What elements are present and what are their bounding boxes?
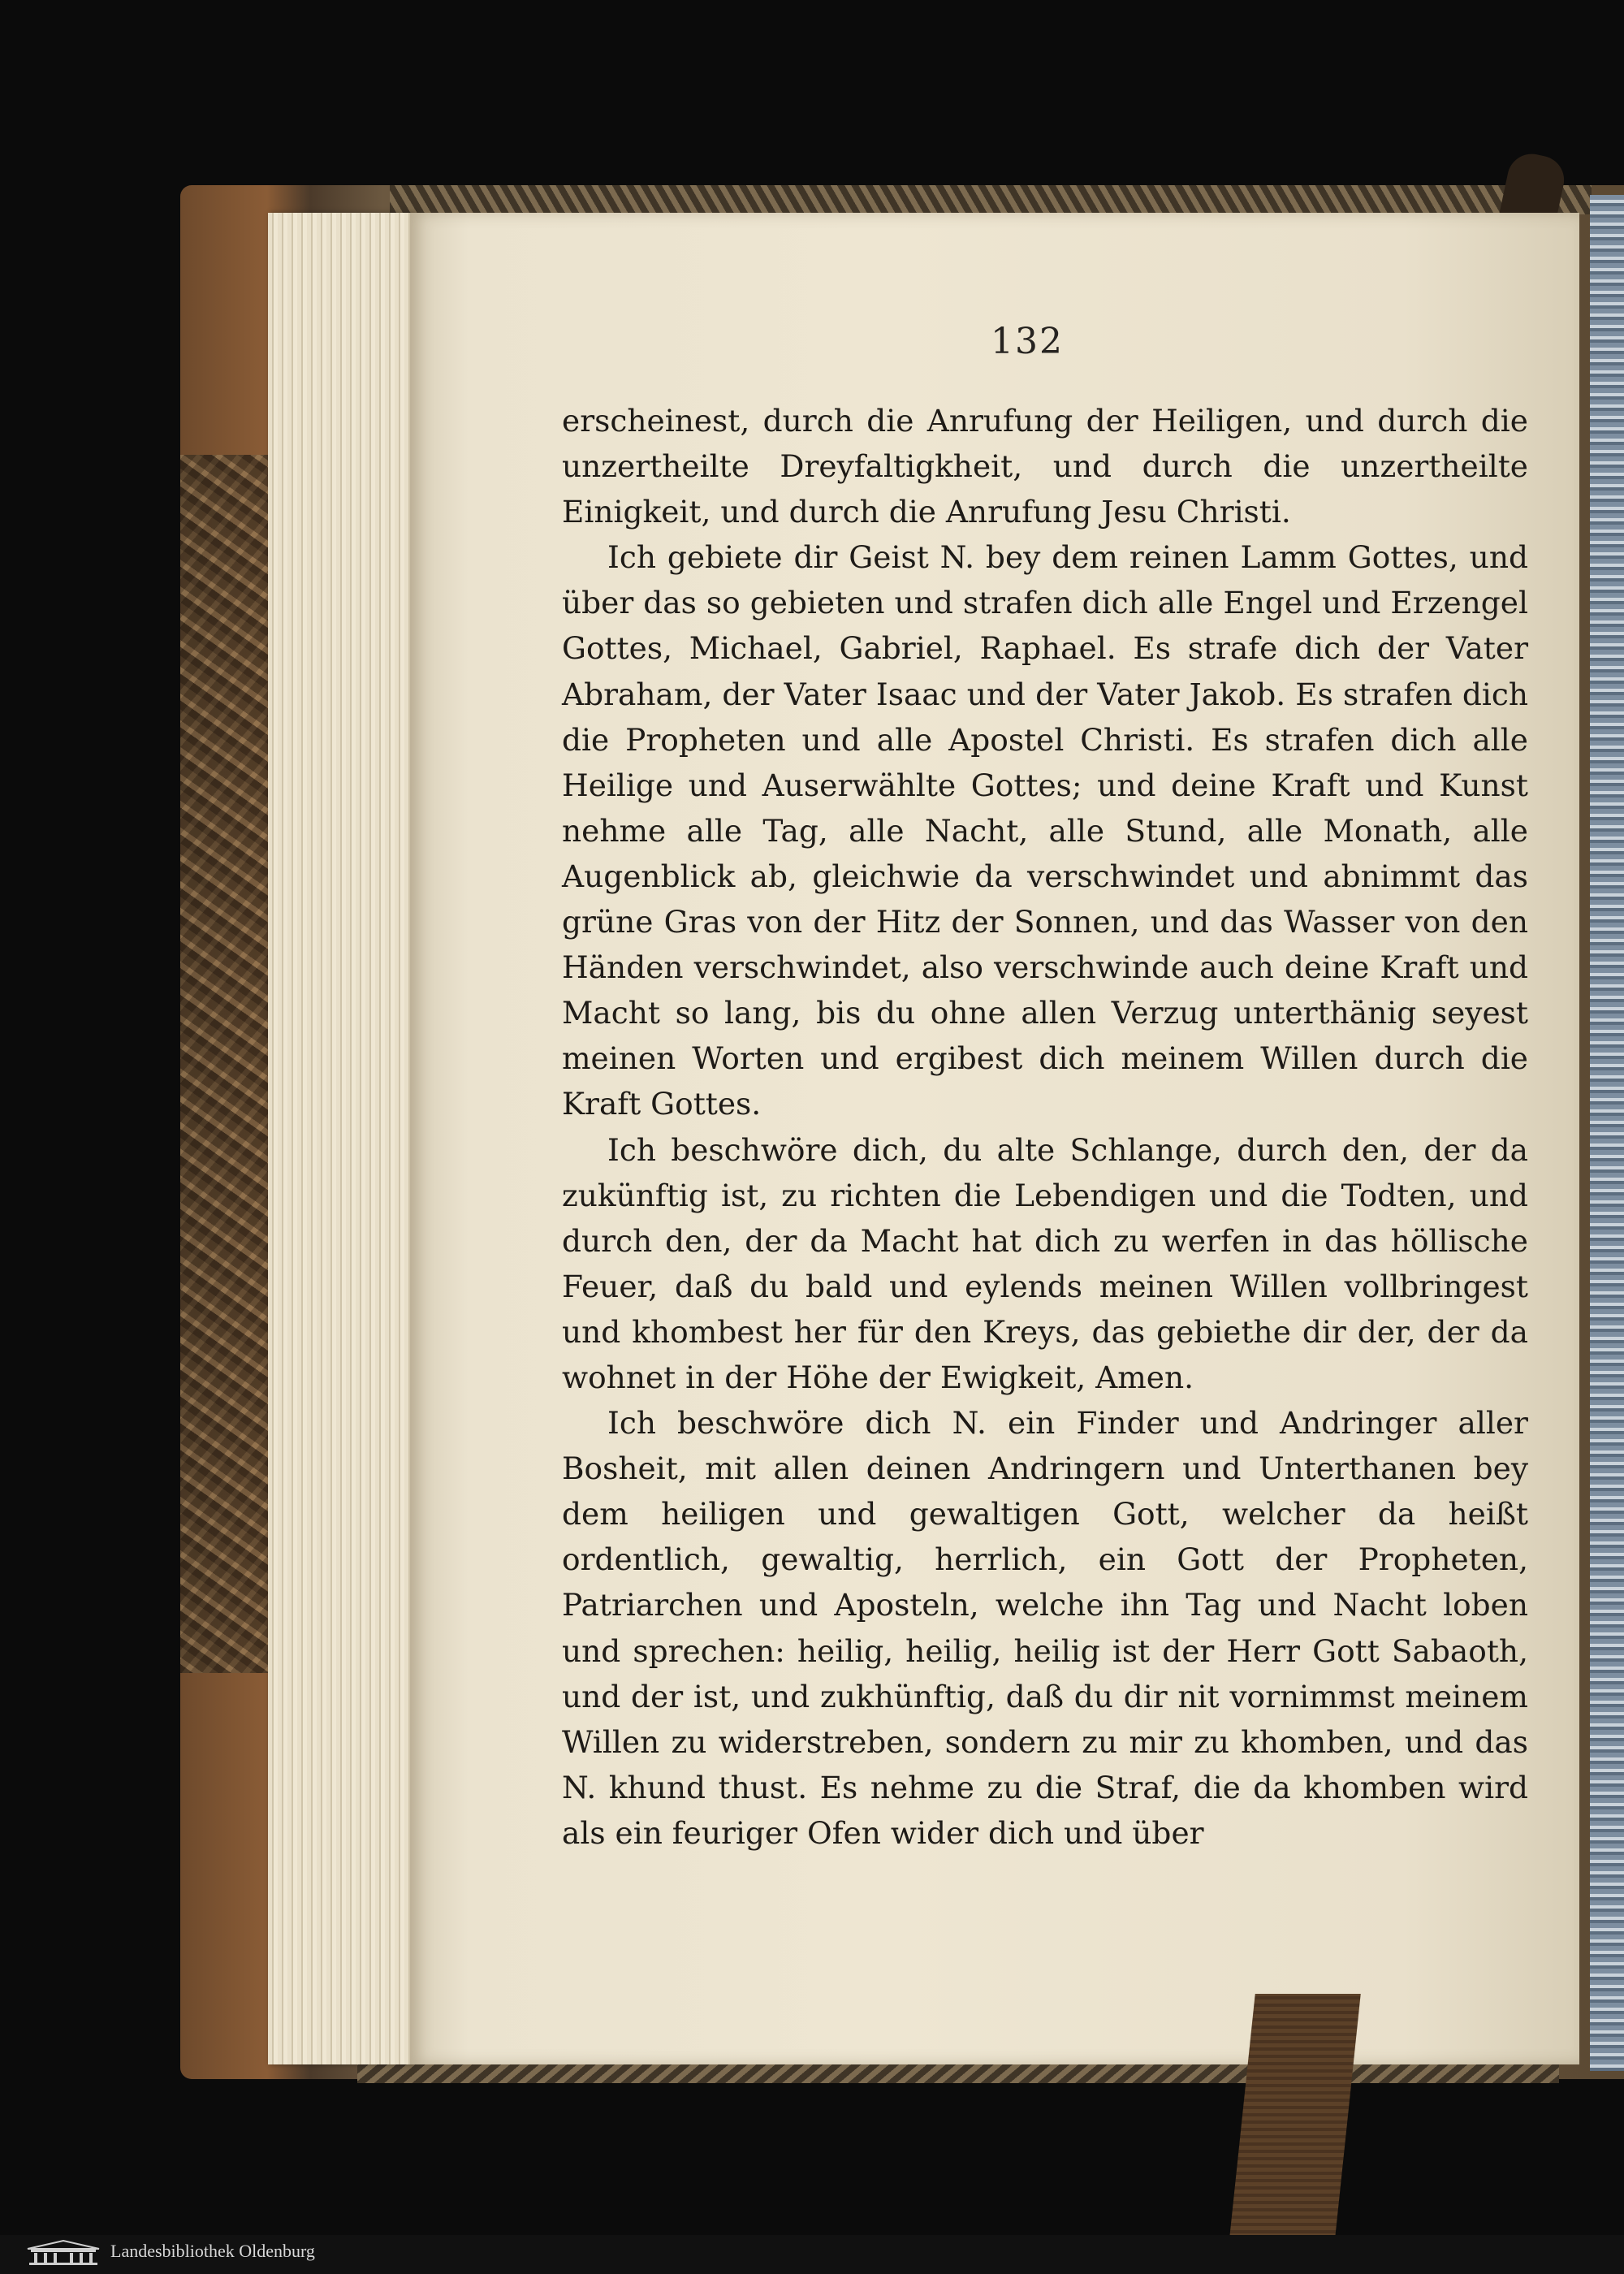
book-edge-right (1590, 195, 1624, 2071)
paragraph-2: Ich gebiete dir Geist N. bey dem reinen Lamm Gottes, und über das so gebieten und strafen dich alle Engel und Erzengel Gottes, Michael, Gabriel, Raphael. Es strafe dich der Vater Abraham, der Vater Isaac und der Vater Jakob. Es strafen dich die Propheten und alle Apostel Christi. Es strafen dich alle Heilige und Auserwählte Gottes; und deine Kraft und Kunst nehme alle Tag, alle Nacht, alle Stund, alle Monath, alle Augenblick ab, gleichwie da verschwindet und abnimmt das grüne Gras von der Hitz der Sonnen, und das Wasser von den Händen verschwindet, also verschwinde auch deine Kraft und Macht so lang, bis du ohne allen Verzug unterthänig seyest meinen Worten und ergibest dich meinem Willen durch die Kraft Gottes. (562, 539, 1528, 1122)
paragraph-3: Ich beschwöre dich, du alte Schlange, durch den, der da zukünftig ist, zu richten die Lebendigen und die Todten, und durch den, der da Macht hat dich zu werfen in das höllische Feuer, daß du bald und eylends meinen Willen vollbringest und khombest her für den Kreys, das gebiethe dir der, der da wohnet in der Höhe der Ewigkeit, Amen. (562, 1131, 1528, 1395)
paragraph-1: erscheinest, durch die Anrufung der Heiligen, und durch die unzertheilte Dreyfaltigkheit, und durch die unzertheilte Einigkeit, und durch die Anrufung Jesu Christi. (562, 403, 1528, 530)
page-stack-left (268, 213, 414, 2064)
page-text (562, 398, 1528, 1856)
marbled-edge-top (390, 185, 1592, 214)
page-number: 132 (991, 321, 1064, 362)
paragraph-4: Ich beschwöre dich N. ein Finder und Andringer aller Bosheit, mit allen deinen Andringern und Unterthanen bey dem heiligen und gewaltigen Gott, welcher da heißt ordentlich, gewaltig, herrlich, ein Gott der Propheten, Patriarchen und Aposteln, welche ihn Tag und Nacht loben und sprechen: heilig, heilig, heilig ist der Herr Gott Sabaoth, und der ist, und zukhünftig, daß du dir nit vornimmst meinem Willen zu widerstreben, sondern zu mir zu khomben, und das N. khund thust. Es nehme zu die Straf, die da khomben wird als ein feuriger Ofen wider dich und über (562, 1405, 1528, 1851)
marbled-board-left (180, 455, 270, 1673)
library-logo-icon (24, 2239, 102, 2267)
footer-institution: Landesbibliothek Oldenburg (110, 2241, 315, 2261)
